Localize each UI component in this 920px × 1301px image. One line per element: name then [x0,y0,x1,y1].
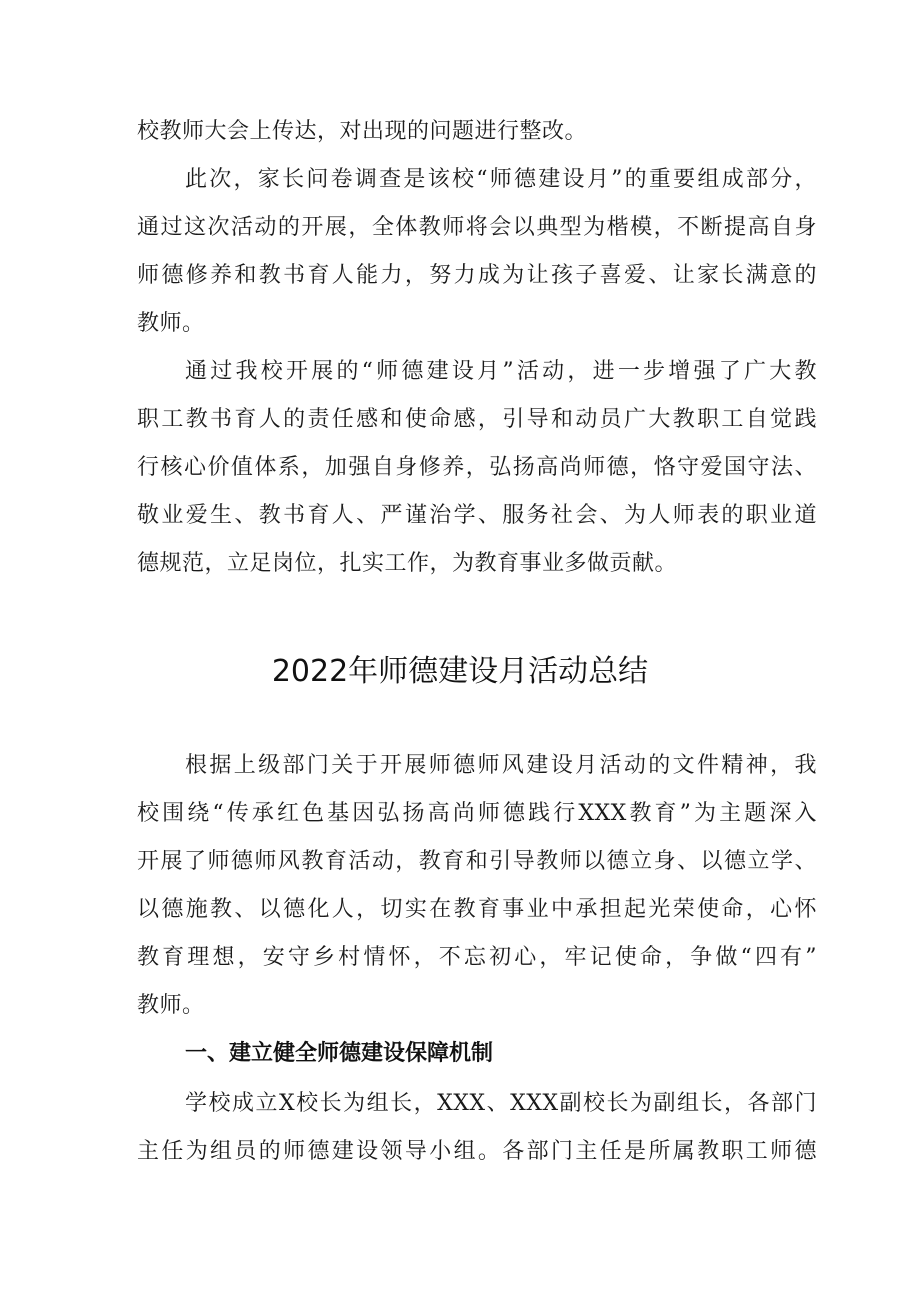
paragraph-line: 校围绕“传承红色基因弘扬高尚师德践行XXX教育”为主题深入 [137,801,817,826]
paragraph-line: 德规范，立足岗位，扎实工作，为教育事业多做贡献。 [137,551,678,576]
paragraph-line: 以德施教、以德化人，切实在教育事业中承担起光荣使命，心怀 [137,897,817,922]
paragraph-line: 开展了师德师风教育活动，教育和引导教师以德立身、以德立学、 [137,849,817,874]
paragraph-line: 通过这次活动的开展，全体教师将会以典型为楷模，不断提高自身 [137,215,817,240]
paragraph-line: 学校成立X校长为组长，XXX、XXX副校长为副组长，各部门 [185,1091,817,1116]
paragraph-line: 校教师大会上传达，对出现的问题进行整改。 [137,119,588,144]
paragraph-line: 此次，家长问卷调查是该校“师德建设月”的重要组成部分， [185,167,817,192]
paragraph-line: 根据上级部门关于开展师德师风建设月活动的文件精神，我 [185,753,817,778]
paragraph-line: 教育理想，安守乡村情怀，不忘初心，牢记使命，争做“四有” [137,945,817,970]
paragraph-line: 职工教书育人的责任感和使命感，引导和动员广大教职工自觉践 [137,407,817,432]
paragraph-line: 教师。 [137,311,205,336]
paragraph-line: 通过我校开展的“师德建设月”活动，进一步增强了广大教 [185,359,817,384]
paragraph-line: 教师。 [137,993,205,1018]
page-title: 2022年师德建设月活动总结 [271,654,649,689]
paragraph-line: 敬业爱生、教书育人、严谨治学、服务社会、为人师表的职业道 [137,503,817,528]
paragraph-line: 行核心价值体系，加强自身修养，弘扬高尚师德，恪守爱国守法、 [137,455,817,480]
section-heading: 一、建立健全师德建设保障机制 [185,1041,494,1066]
paragraph-line: 主任为组员的师德建设领导小组。各部门主任是所属教职工师德 [137,1139,817,1164]
paragraph-line: 师德修养和教书育人能力，努力成为让孩子喜爱、让家长满意的 [137,263,817,288]
